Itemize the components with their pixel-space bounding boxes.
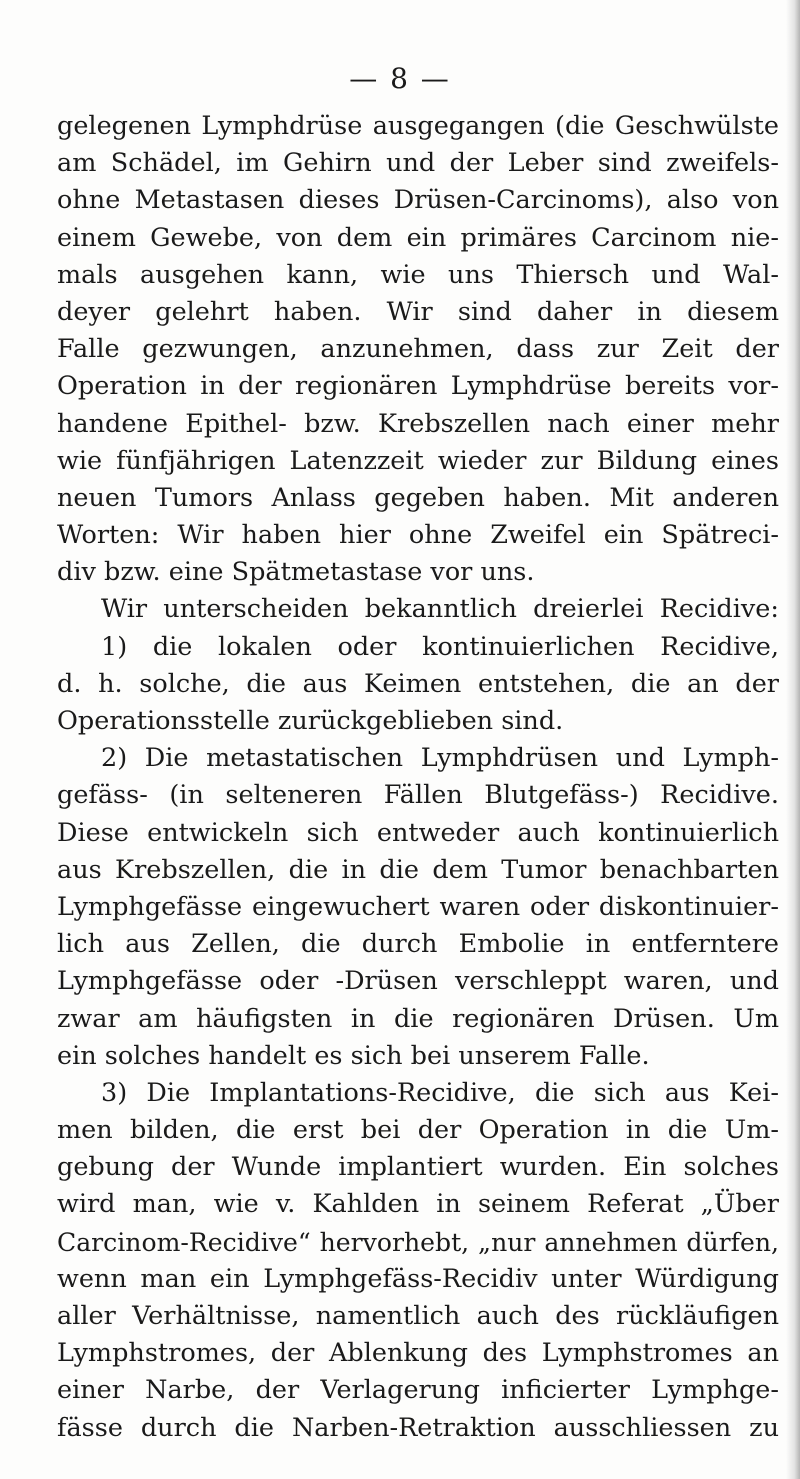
text-line: lich aus Zellen, die durch Embolie in entferntere [57,929,779,960]
text-line: zwar am häufigsten in die regionären Drüsen. Um [57,1003,779,1034]
text-line: 3) Die Implantations-Recidive, die sich aus Kei- [101,1077,779,1108]
text-line: einer Narbe, der Verlagerung inficierter Lymphge- [57,1375,779,1406]
text-line: Lymphstromes, der Ablenkung des Lymphstromes an [57,1338,779,1369]
text-line: Lymphgefässe oder -Drüsen verschleppt waren, und [57,966,779,997]
text-line: Lymphgefässe eingewuchert waren oder diskontinuier- [57,891,779,922]
text-line: mals ausgehen kann, wie uns Thiersch und Wal- [57,259,779,290]
text-line: d. h. solche, die aus Keimen entstehen, die an der [57,668,779,699]
body-text [57,108,779,1447]
text-line: gelegenen Lymphdrüse ausgegangen (die Geschwülste [57,111,779,141]
text-line: Diese entwickeln sich entweder auch kontinuierlich [57,817,779,848]
text-line: Operation in der regionären Lymphdrüse bereits vor- [57,371,779,402]
text-line: neuen Tumors Anlass gegeben haben. Mit anderen [57,482,779,513]
text-line: ein solches handelt es sich bei unserem Falle. [57,1040,650,1071]
text-line: wenn man ein Lymphgefäss-Recidiv unter Würdigung [57,1263,779,1294]
text-line: wie fünfjährigen Latenzzeit wieder zur Bildung eines [57,445,779,476]
text-line: Wir unterscheiden bekanntlich dreierlei Recidive: [101,594,779,625]
text-line: gebung der Wunde implantiert wurden. Ein solches [57,1152,779,1183]
text-line: Operationsstelle zurückgeblieben sind. [57,706,564,736]
text-line: ohne Metastasen dieses Drüsen-Carcinoms), also von [57,185,779,216]
text-line: handene Epithel- bzw. Krebszellen nach einer mehr [57,408,779,439]
text-line: aller Verhältnisse, namentlich auch des rückläufigen [57,1301,779,1331]
text-line: einem Gewebe, von dem ein primäres Carcinom nie- [57,222,779,253]
text-line: men bilden, die erst bei der Operation in die Um- [57,1115,779,1146]
text-line: div bzw. eine Spätmetastase vor uns. [57,557,535,588]
text-line: 1) die lokalen oder kontinuierlichen Recidive, [101,631,779,662]
text-line: fässe durch die Narben-Retraktion ausschliessen zu [57,1412,779,1443]
text-line: Worten: Wir haben hier ohne Zweifel ein Spätreci- [57,520,779,551]
text-line: wird man, wie v. Kahlden in seinem Referat „Über [57,1189,779,1220]
page-edge-shadow [786,0,800,1479]
text-line: aus Krebszellen, die in die dem Tumor benachbarten [57,854,779,885]
text-line: 2) Die metastatischen Lymphdrüsen und Lymph- [101,743,779,774]
text-line: Carcinom-Recidive“ hervorhebt, „nur annehmen dürfen, [57,1227,779,1257]
text-line: Falle gezwungen, anzunehmen, dass zur Zeit der [57,334,779,365]
text-line: gefäss- (in selteneren Fällen Blutgefäss-) Recidive. [57,780,779,811]
text-line: deyer gelehrt haben. Wir sind daher in diesem [57,296,779,327]
text-line: am Schädel, im Gehirn und der Leber sind zweifels- [57,148,779,179]
page-number: — 8 — [349,62,451,95]
